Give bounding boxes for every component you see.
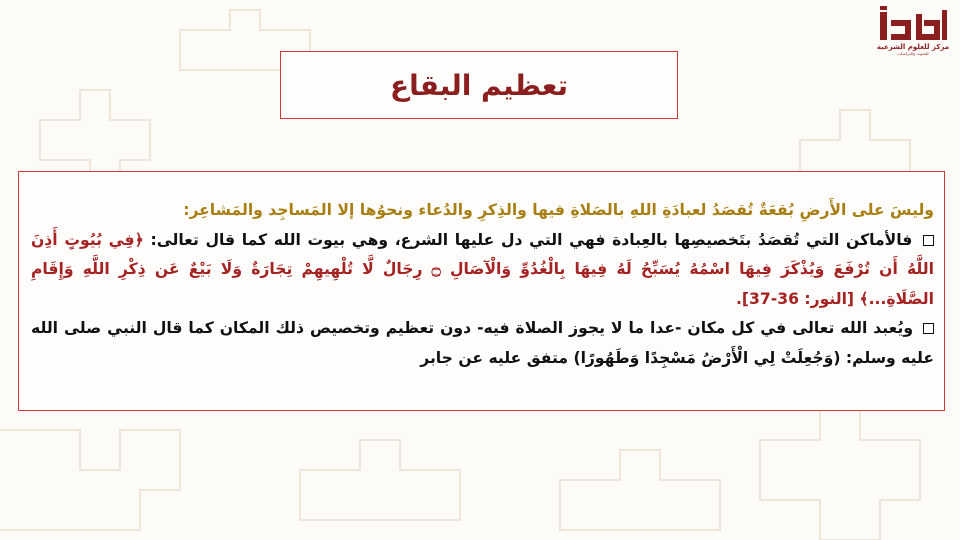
- paragraph-2: [31, 314, 934, 373]
- content-box: [18, 171, 945, 411]
- slide-title: تعظيم البقاع: [389, 68, 569, 102]
- intro-text: وليسَ على الأَرضِ بُقعَةٌ تُقصَدُ لعبادَةِ اللهِ بالصَلاةِ فيها والذِكرِ والدُعاء ونحوُها إلا المَساجِد والمَشاعِر:: [183, 201, 934, 219]
- ihkam-logo-icon: [878, 6, 948, 42]
- checkbox-icon: [923, 235, 934, 246]
- brand-logo: [872, 6, 954, 64]
- paragraph-2-text: ويُعبد الله تعالى في كل مكان -عدا ما لا يجوز الصلاة فيه- دون تعظيم وتخصيص ذلك المكان كما قال النبي صلى الله عليه وسلم: (وَجُعِلَتْ لِي الْأَرْضُ مَسْجِدًا وَطَهُورًا) متفق عليه عن جابر: [31, 319, 934, 367]
- logo-subtitle: مركز للعلوم الشرعية: [876, 43, 950, 51]
- logo-tagline: للبحوث والدراسات: [897, 51, 929, 56]
- title-box: [280, 51, 678, 119]
- checkbox-icon: [923, 323, 934, 334]
- paragraph-1-text: فالأماكن التي تُقصَدُ بتَخصيصِها بالعِبادة فهي التي دل عليها الشرع، وهي بيوت الله كما قال تعالى:: [150, 230, 913, 249]
- quran-verse: ﴿فِي بُيُوتٍ أَذِنَ اللَّهُ أَن تُرْفَعَ وَيُذْكَرَ فِيهَا اسْمُهُ يُسَبِّحُ لَهُ فِيهَا بِالْغُدُوِّ وَالْآصَالِ ۝ رِجَالٌ لَّا تُلْهِيهِمْ تِجَارَةٌ وَلَا بَيْعٌ عَن ذِكْرِ اللَّهِ وَإِقَامِ الصَّلَاةِ...﴾ [النور: 36-37].: [31, 230, 934, 308]
- paragraph-1: [31, 226, 934, 315]
